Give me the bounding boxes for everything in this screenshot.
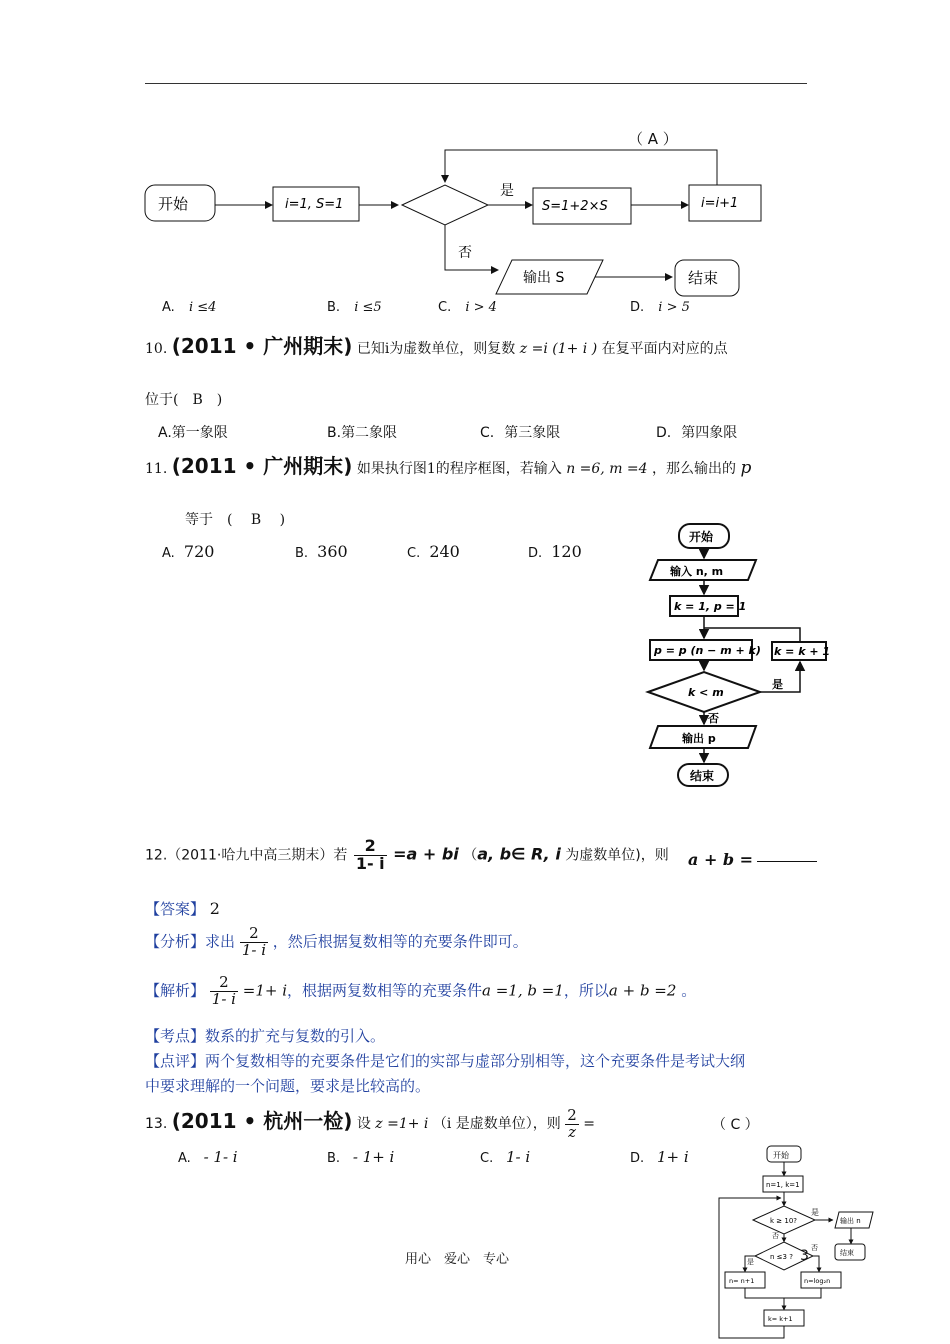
q10-stem: 10. (2011 • 广州期末) 已知i为虚数单位，则复数 z =i (1+ i ) 在复平面内对应的点 [145,334,728,358]
svg-text:k ≥ 10?: k ≥ 10? [770,1217,797,1225]
svg-text:是: 是 [811,1208,819,1217]
q10-formula: z =i (1+ i ) [519,341,598,357]
svg-text:n=1, k=1: n=1, k=1 [766,1181,800,1189]
q10-option-a: A.第一象限 [158,425,228,441]
svg-text:否: 否 [772,1232,779,1240]
flow-no-label: 否 [458,245,472,261]
svg-text:k < m: k < m [688,686,724,699]
svg-text:否: 否 [811,1244,818,1252]
q9-option-c: C. i > 4 [438,300,497,315]
q13-answer: （ C ） [712,1117,759,1133]
svg-text:n ≤3 ?: n ≤3 ? [770,1253,793,1261]
q12-comment-line1: 【点评】两个复数相等的充要条件是它们的实部与虚部分别相等，这个充要条件是考试大纲 [145,1052,746,1070]
q13-option-c: C. 1- i [480,1148,531,1166]
q12-comment-line2: 中要求理解的一个问题，要求是比较高的。 [145,1077,431,1095]
svg-text:k = k + 1: k = k + 1 [774,645,831,658]
flow-end-label: 结束 [688,269,719,287]
q9-answer: （ A ） [628,130,678,148]
q13-source: (2011 • 杭州一检) [171,1109,353,1133]
flow-init-label: i=1, S=1 [285,197,344,212]
q9-option-a: A. i ≤4 [162,300,217,315]
q10-option-d: D. 第四象限 [656,425,738,441]
svg-text:输出 n: 输出 n [840,1217,861,1225]
flow-update-s-label: S=1+2×S [542,199,608,214]
q12-answer: 【答案】 2 [145,899,220,918]
svg-text:结束: 结束 [840,1249,854,1257]
svg-text:是: 是 [772,678,783,691]
svg-text:开始: 开始 [773,1151,789,1160]
q10-option-b: B.第二象限 [327,425,398,441]
q11-option-a: A. 720 [162,542,215,561]
svg-text:输出 p: 输出 p [682,732,716,745]
q11-formula: n =6, m =4 [566,461,648,477]
page-number: 3 [800,1248,809,1264]
q12-ask: a + b = [688,850,817,869]
q11-option-c: C. 240 [407,542,460,561]
flow-start-label: 开始 [158,195,189,213]
svg-text:k = 1, p = 1: k = 1, p = 1 [674,600,747,613]
svg-text:输入 n, m: 输入 n, m [670,565,724,578]
q10-line2: 位于( B ) [145,392,223,408]
q11-source: (2011 • 广州期末) [171,454,353,478]
header-rule [145,83,807,84]
svg-text:开始: 开始 [689,530,714,544]
flow-decision [402,185,488,225]
q12-point: 【考点】数系的扩充与复数的引入。 [145,1027,386,1045]
q11-stem: 11. (2011 • 广州期末) 如果执行图1的程序框图，若输入 n =6, m =4 ，那么输出的 p [145,454,752,478]
svg-text:p = p (n − m + k): p = p (n − m + k) [654,644,761,657]
svg-text:是: 是 [747,1258,754,1266]
q10-option-c: C. 第三象限 [480,425,561,441]
flowchart-q11 [640,520,840,790]
q11-line2: 等于 ( B ) [185,512,286,528]
q10-source: (2011 • 广州期末) [171,334,353,358]
svg-text:n=log₂n: n=log₂n [804,1277,831,1285]
flow-update-i-label: i=i+1 [701,196,739,211]
q12-stem: 12.（2011·哈九中高三期末）若 $\frac{2}{1- i}$ =a + bi （a, b∈ R, i 为虚数单位)，则 [145,836,669,873]
q11-option-d: D. 120 [528,542,582,561]
flow-output-label: 输出 S [523,270,565,286]
svg-text:结束: 结束 [690,769,715,783]
q9-option-d: D. i > 5 [630,300,690,315]
q13-option-b: B. - 1+ i [327,1148,395,1166]
q12-analysis: 【分析】求出 $\frac{2}{1- i}$ ，然后根据复数相等的充要条件即可。 [145,924,528,959]
page-footer: 用心 爱心 专心 [405,1252,510,1267]
q13-stem: 13. (2011 • 杭州一检) 设 z =1+ i （i 是虚数单位），则 $\frac{2}{z}$ = [145,1105,595,1141]
svg-text:k= k+1: k= k+1 [768,1315,793,1323]
q13-option-d: D. 1+ i [630,1148,689,1166]
flowchart-q9 [140,140,780,305]
q13-option-a: A. - 1- i [178,1148,238,1166]
svg-text:否: 否 [708,712,719,725]
flowchart-q13 [715,1142,880,1342]
q11-option-b: B. 360 [295,542,348,561]
q12-fraction: $\frac{2}{1- i}$ [355,836,385,873]
flow-yes-label: 是 [500,183,514,199]
q12-solution: 【解析】 $\frac{2}{1- i}$ =1+ i，根据两复数相等的充要条件a =1, b =1，所以a + b =2 。 [145,973,697,1008]
q9-option-b: B. i ≤5 [327,300,382,315]
svg-text:n= n+1: n= n+1 [729,1277,755,1285]
